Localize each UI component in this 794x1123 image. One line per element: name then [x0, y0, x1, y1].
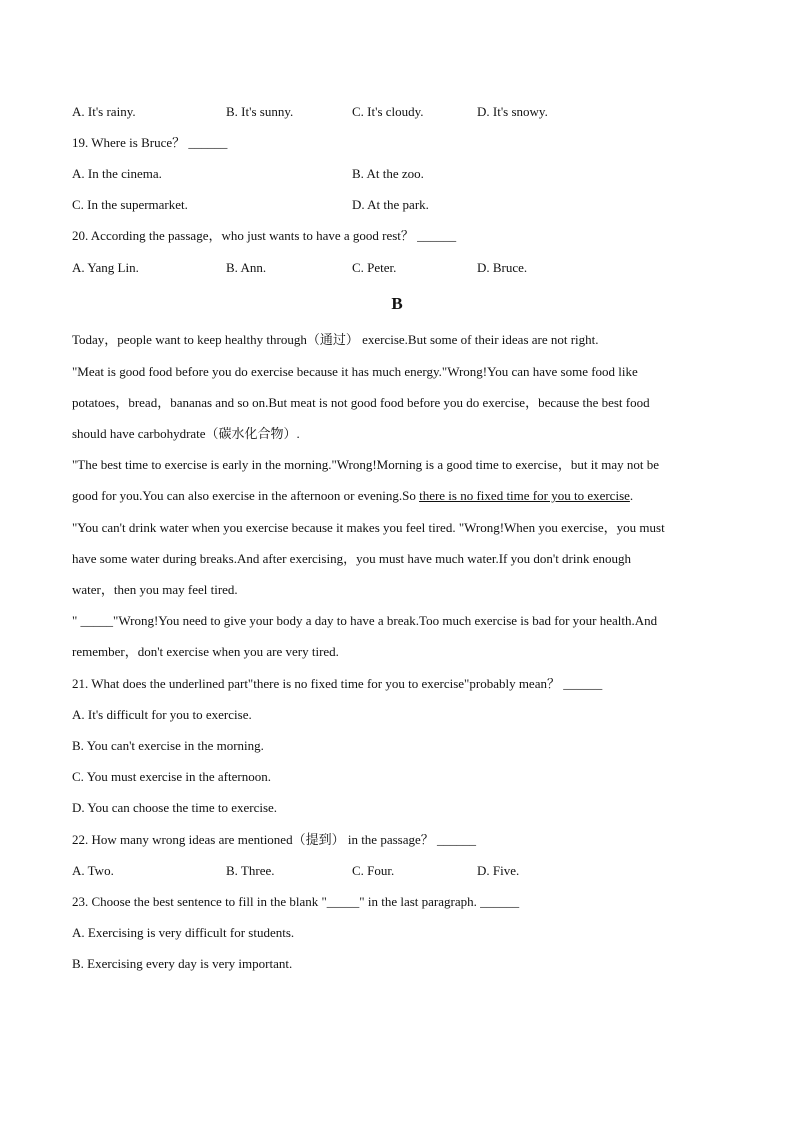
- q20-option-a: A. Yang Lin.: [72, 260, 139, 275]
- q19-question: 19. Where is Bruce？ ______: [72, 135, 228, 150]
- q22-option-c: C. Four.: [352, 863, 395, 878]
- passage-line: "The best time to exercise is early in the morning."Wrong!Morning is a good time to exercise，but it may not be: [72, 457, 660, 472]
- q21-option-d: D. You can choose the time to exercise.: [72, 800, 278, 815]
- q21-option-b: B. You can't exercise in the morning.: [72, 738, 264, 753]
- q19-option-b: B. At the zoo.: [352, 166, 424, 181]
- passage-line: [72, 488, 633, 504]
- passage-text: good for you.You can also exercise in the afternoon or evening.So: [72, 488, 420, 503]
- q22-option-d: D. Five.: [477, 863, 520, 878]
- q22-option-a: A. Two.: [72, 863, 114, 878]
- passage-line: " _____"Wrong!You need to give your body a day to have a break.Too much exercise is bad for your health.And: [72, 613, 658, 628]
- passage-text: .: [629, 488, 634, 503]
- passage-line: potatoes，bread，bananas and so on.But meat is not good food before you do exercise，because the best food: [72, 395, 650, 410]
- q18-option-a: A. It's rainy.: [72, 104, 136, 119]
- q19-option-d: D. At the park.: [352, 197, 429, 212]
- q18-option-c: C. It's cloudy.: [352, 104, 424, 119]
- q22-option-b: B. Three.: [226, 863, 275, 878]
- q19-option-c: C. In the supermarket.: [72, 197, 188, 212]
- q20-option-c: C. Peter.: [352, 260, 397, 275]
- q20-option-b: B. Ann.: [226, 260, 267, 275]
- underlined-phrase: there is no fixed time for you to exercise: [419, 488, 630, 503]
- q20-option-d: D. Bruce.: [477, 260, 528, 275]
- passage-line: water，then you may feel tired.: [72, 582, 238, 597]
- passage-line: Today，people want to keep healthy through（通过） exercise.But some of their ideas are not right.: [72, 332, 599, 347]
- passage-line: should have carbohydrate（碳水化合物）.: [72, 426, 300, 441]
- q23-option-a: A. Exercising is very difficult for students.: [72, 925, 295, 940]
- passage-line: remember，don't exercise when you are very tired.: [72, 644, 339, 659]
- passage-line: "You can't drink water when you exercise because it makes you feel tired. "Wrong!When you exercise，you must: [72, 520, 665, 535]
- q22-question: 22. How many wrong ideas are mentioned（提到） in the passage？ ______: [72, 832, 477, 847]
- q19-option-a: A. In the cinema.: [72, 166, 162, 181]
- section-title: B: [391, 294, 403, 313]
- q23-question: 23. Choose the best sentence to fill in the blank "_____" in the last paragraph. ______: [72, 894, 520, 909]
- q18-option-d: D. It's snowy.: [477, 104, 548, 119]
- q21-question: 21. What does the underlined part"there is no fixed time for you to exercise"probably mean？ ______: [72, 676, 603, 691]
- q23-option-b: B. Exercising every day is very important.: [72, 956, 293, 971]
- q20-question: 20. According the passage，who just wants to have a good rest？ ______: [72, 228, 457, 243]
- q21-option-c: C. You must exercise in the afternoon.: [72, 769, 271, 784]
- q21-option-a: A. It's difficult for you to exercise.: [72, 707, 252, 722]
- q18-option-b: B. It's sunny.: [226, 104, 294, 119]
- passage-line: have some water during breaks.And after exercising，you must have much water.If you don't drink enough: [72, 551, 632, 566]
- passage-line: "Meat is good food before you do exercise because it has much energy."Wrong!You can have some food like: [72, 364, 638, 379]
